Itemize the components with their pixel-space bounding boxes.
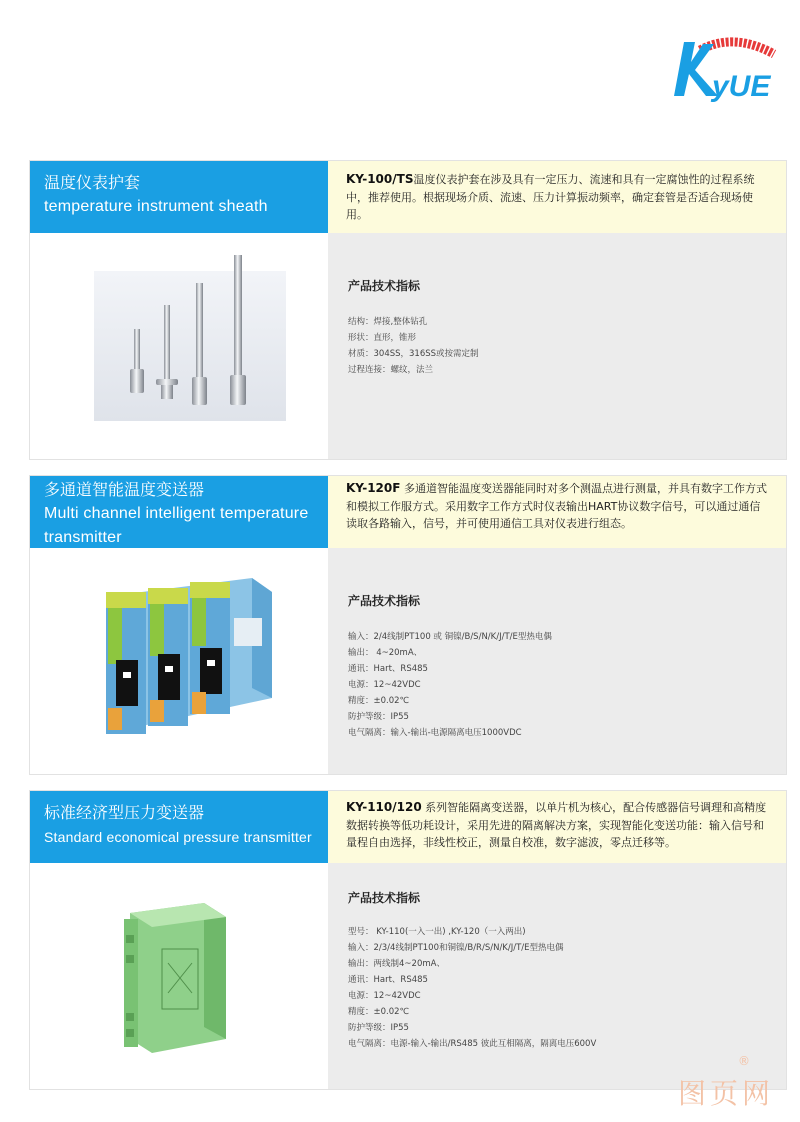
svg-text:yUE: yUE <box>712 70 771 103</box>
spec-item: 电源：12~42VDC <box>348 991 421 1001</box>
spec-item: 精度：±0.02℃ <box>348 696 410 706</box>
registered-mark: ® <box>738 1054 750 1068</box>
product-description <box>328 791 786 863</box>
kyue-logo <box>662 30 787 105</box>
product-desc-text: 多通道智能温度变送器能同时对多个测温点进行测量，并具有数字工作方式和模拟工作服方式。采用数字工作方式时仪表输出HART协议数字信号，可以通过通信读取各路输入，信号，并可使用通信工具对仪表进行组态。 <box>346 482 767 530</box>
watermark <box>678 1054 775 1112</box>
spec-item: 过程连接：螺纹，法兰 <box>348 365 434 375</box>
product-title-block <box>30 791 328 863</box>
sheath-image <box>30 233 328 459</box>
specs-list <box>348 924 786 1052</box>
product-model: KY-120F <box>346 481 401 495</box>
spec-item: 结构：焊接,整体钻孔 <box>348 317 428 327</box>
product-title-cn: 多通道智能温度变送器 <box>44 480 205 499</box>
spec-item: 通讯：Hart、RS485 <box>348 664 428 674</box>
specs-list <box>348 314 786 378</box>
specs-title: 产品技术指标 <box>348 279 421 293</box>
product-photo-multichannel <box>30 548 328 774</box>
spec-item: 通讯：Hart、RS485 <box>348 975 428 985</box>
product-desc-text: 温度仪表护套在涉及具有一定压力、流速和具有一定腐蚀性的过程系统中，推荐使用。根据现场介质、流速、压力计算振动频率，确定套管是否适合现场使用。 <box>346 173 755 221</box>
product-title-block <box>30 476 328 548</box>
product-card-multichannel <box>29 475 787 775</box>
product-title-cn: 标准经济型压力变送器 <box>44 803 205 822</box>
spec-item: 材质：304SS，316SS或按需定制 <box>348 349 479 359</box>
product-card-pressure <box>29 790 787 1090</box>
spec-item: 防护等级：IP55 <box>348 712 409 722</box>
spec-item: 精度：±0.02℃ <box>348 1007 410 1017</box>
product-title-block <box>30 161 328 233</box>
product-title-en: Multi channel intelligent temperature transmitter <box>44 505 309 546</box>
watermark-text: 图页网 <box>678 1077 775 1110</box>
pressure-transmitter-image <box>30 863 328 1089</box>
spec-item: 电气隔离：电源-输入-输出/RS485 彼此互相隔离，隔离电压600V <box>348 1039 597 1049</box>
spec-item: 防护等级：IP55 <box>348 1023 409 1033</box>
multichannel-transmitter-image <box>30 548 328 774</box>
product-photo-pressure <box>30 863 328 1089</box>
specs-title: 产品技术指标 <box>348 891 421 905</box>
product-title-en: Standard economical pressure transmitter <box>44 829 312 845</box>
spec-item: 输出：两线制4~20mA、 <box>348 959 445 969</box>
product-desc-text: 系列智能隔离变送器，以单片机为核心，配合传感器信号调理和高精度数据转换等低功耗设计，采用先进的隔离解决方案，实现智能化变送功能：输入信号和量程自由选择，非线性校正，测量自校准，数字滤波，零点迁移等。 <box>346 801 767 849</box>
product-specs <box>328 233 786 459</box>
product-title-en: temperature instrument sheath <box>44 198 268 215</box>
product-card-sheath <box>29 160 787 460</box>
product-description <box>328 476 786 548</box>
specs-list <box>348 629 786 741</box>
spec-item: 输出： 4~20mA、 <box>348 648 423 658</box>
product-title-cn: 温度仪表护套 <box>44 173 141 192</box>
spec-item: 型号： KY-110(一入一出) ,KY-120（一入两出) <box>348 927 526 937</box>
product-model: KY-100/TS <box>346 172 414 186</box>
product-photo-sheath <box>30 233 328 459</box>
spec-item: 电气隔离：输入-输出-电源隔离电压1000VDC <box>348 728 522 738</box>
spec-item: 输入：2/4线制PT100 或 铜镍/B/S/N/K/J/T/E型热电偶 <box>348 632 552 642</box>
spec-item: 输入：2/3/4线制PT100和铜镍/B/R/S/N/K/J/T/E型热电偶 <box>348 943 564 953</box>
product-model: KY-110/120 <box>346 800 422 814</box>
spec-item: 形状：直形，锥形 <box>348 333 417 343</box>
product-specs <box>328 548 786 774</box>
product-description <box>328 161 786 233</box>
spec-item: 电源：12~42VDC <box>348 680 421 690</box>
specs-title: 产品技术指标 <box>348 594 421 608</box>
product-specs <box>328 863 786 1089</box>
